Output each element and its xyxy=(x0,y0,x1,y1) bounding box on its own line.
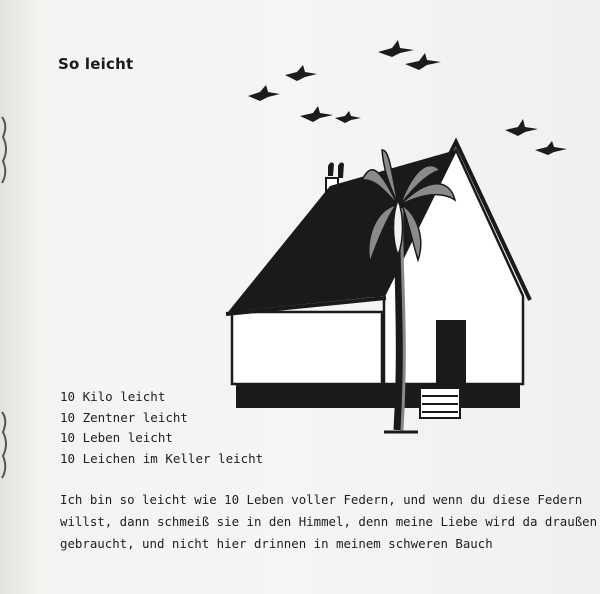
prose-line: Ich bin so leicht wie 10 Leben voller Federn, und wenn du diese Federn xyxy=(60,492,583,507)
staple-top xyxy=(0,115,10,185)
prose-paragraph xyxy=(60,489,598,555)
house-illustration xyxy=(220,30,580,440)
prose-line: gebraucht, und nicht hier drinnen in meinem schweren Bauch xyxy=(60,536,493,551)
verse-line: 10 Leichen im Keller leicht xyxy=(60,450,264,466)
verse-line: 10 Kilo leicht xyxy=(60,389,166,404)
verse-block xyxy=(60,387,263,469)
staple-bottom xyxy=(0,410,10,480)
verse-line: 10 Leben leicht xyxy=(60,430,173,445)
page-title: So leicht xyxy=(58,55,134,73)
verse-line: 10 Zentner leicht xyxy=(60,409,188,425)
birds-icon xyxy=(248,40,567,155)
prose-line: willst, dann schmeiß sie in den Himmel, denn meine Liebe wird da draußen xyxy=(60,514,598,529)
